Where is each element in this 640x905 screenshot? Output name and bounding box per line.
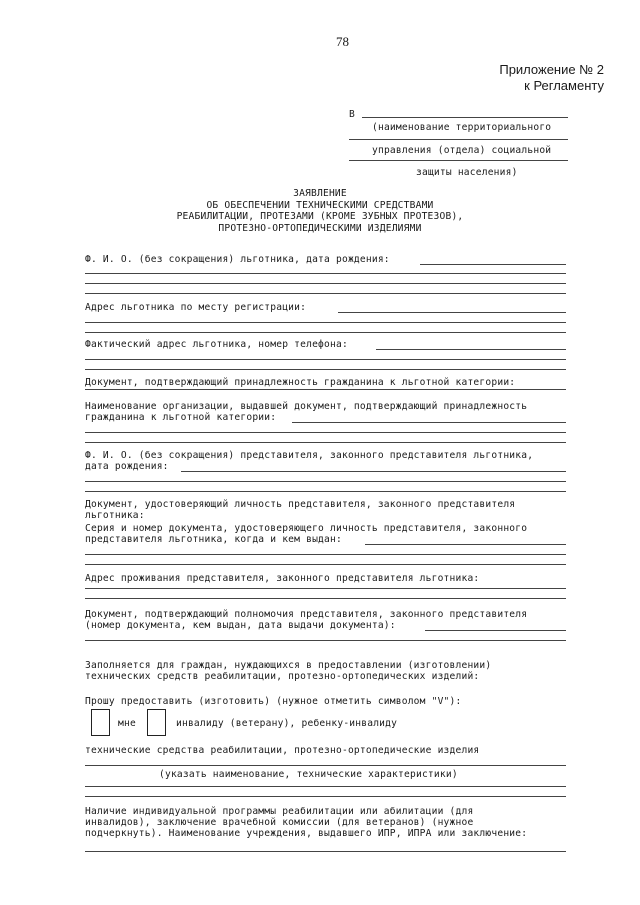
org-input-line[interactable]	[85, 432, 566, 433]
addressee-prefix: В	[349, 109, 355, 120]
ipr-line-1: Наличие индивидуальной программы реабилитации или абилитации (для	[85, 806, 474, 817]
rep-address-label: Адрес проживания представителя, законного представителя льготника:	[85, 573, 480, 584]
fio-input-line[interactable]	[420, 264, 566, 265]
rep-fio-input-line[interactable]	[85, 481, 566, 482]
means-input-line[interactable]	[85, 765, 566, 766]
document-title	[80, 188, 560, 234]
rep-address-input-line[interactable]	[85, 588, 566, 589]
page-number: 78	[336, 34, 349, 49]
tsr-intro-1: Заполняется для граждан, нуждающихся в предоставлении (изготовлении)	[85, 660, 492, 671]
fio-input-line[interactable]	[85, 273, 566, 274]
addressee-caption-1: (наименование территориального	[372, 122, 552, 133]
addressee-caption-3: защиты населения)	[416, 167, 518, 178]
org-label-1: Наименование организации, выдавшей документ, подтверждающий принадлежность	[85, 401, 528, 412]
org-input-line[interactable]	[85, 442, 566, 443]
category-doc-input-line[interactable]	[85, 389, 566, 390]
option-invalid-label: инвалиду (ветерану), ребенку-инвалиду	[176, 718, 398, 729]
reg-address-input-line[interactable]	[85, 322, 566, 323]
checkbox-me[interactable]	[91, 709, 110, 736]
rep-address-input-line[interactable]	[85, 598, 566, 599]
appendix-note	[499, 62, 604, 94]
fio-input-line[interactable]	[85, 293, 566, 294]
rep-doc-label-1: Документ, удостоверяющий личность представителя, законного представителя	[85, 499, 516, 510]
rep-series-input-line[interactable]	[365, 544, 566, 545]
org-label-2: гражданина к льготной категории:	[85, 412, 277, 423]
addressee-line[interactable]	[362, 117, 568, 118]
org-input-line[interactable]	[292, 422, 566, 423]
rep-doc-label-2: льготника:	[85, 510, 145, 521]
addressee-caption-2: управления (отдела) социальной	[372, 145, 552, 156]
title-line-1: ЗАЯВЛЕНИЕ	[293, 188, 347, 199]
rep-series-label-2: представителя льготника, когда и кем выдан:	[85, 534, 342, 545]
category-doc-label: Документ, подтверждающий принадлежность гражданина к льготной категории:	[85, 377, 516, 388]
rep-fio-input-line[interactable]	[85, 491, 566, 492]
checkbox-invalid[interactable]	[147, 709, 166, 736]
fact-address-input-line[interactable]	[85, 359, 566, 360]
rep-fio-label-1: Ф. И. О. (без сокращения) представителя, законного представителя льготника,	[85, 450, 534, 461]
fact-address-input-line[interactable]	[376, 349, 566, 350]
means-input-line[interactable]	[85, 786, 566, 787]
request-text: Прошу предоставить (изготовить) (нужное отметить символом "V"):	[85, 696, 462, 707]
rep-fio-input-line[interactable]	[181, 471, 566, 472]
means-caption: (указать наименование, технические характеристики)	[159, 769, 458, 780]
powers-input-line[interactable]	[85, 640, 566, 641]
title-line-2: ОБ ОБЕСПЕЧЕНИИ ТЕХНИЧЕСКИМИ СРЕДСТВАМИ	[206, 199, 434, 211]
appendix-line-1: Приложение № 2	[499, 62, 604, 77]
ipr-line-3: подчеркнуть). Наименование учреждения, выдавшего ИПР, ИПРА или заключение:	[85, 828, 528, 839]
ipr-line-2: инвалидов), заключение врачебной комиссии (для ветеранов) (нужное	[85, 817, 474, 828]
fact-address-label: Фактический адрес льготника, номер телефона:	[85, 339, 348, 350]
means-input-line[interactable]	[85, 796, 566, 797]
reg-address-input-line[interactable]	[85, 332, 566, 333]
rep-series-input-line[interactable]	[85, 564, 566, 565]
rep-series-input-line[interactable]	[85, 554, 566, 555]
reg-address-label: Адрес льготника по месту регистрации:	[85, 302, 307, 313]
title-line-4: ПРОТЕЗНО-ОРТОПЕДИЧЕСКИМИ ИЗДЕЛИЯМИ	[218, 222, 422, 234]
tsr-intro-2: технических средств реабилитации, протезно-ортопедических изделий:	[85, 671, 480, 682]
fio-input-line[interactable]	[85, 283, 566, 284]
addressee-line[interactable]	[349, 160, 568, 161]
means-text: технические средства реабилитации, протезно-ортопедические изделия	[85, 745, 480, 756]
addressee-line[interactable]	[349, 139, 568, 140]
powers-label-1: Документ, подтверждающий полномочия представителя, законного представителя	[85, 609, 528, 620]
appendix-line-2: к Регламенту	[524, 78, 604, 93]
fio-label: Ф. И. О. (без сокращения) льготника, дата рождения:	[85, 254, 390, 265]
powers-input-line[interactable]	[425, 630, 566, 631]
reg-address-input-line[interactable]	[338, 312, 566, 313]
ipr-input-line[interactable]	[85, 851, 566, 852]
rep-fio-label-2: дата рождения:	[85, 461, 169, 472]
title-line-3: РЕАБИЛИТАЦИИ, ПРОТЕЗАМИ (КРОМЕ ЗУБНЫХ ПРОТЕЗОВ),	[176, 211, 464, 222]
fact-address-input-line[interactable]	[85, 369, 566, 370]
powers-label-2: (номер документа, кем выдан, дата выдачи документа):	[85, 620, 396, 631]
rep-series-label-1: Серия и номер документа, удостоверяющего личность представителя, законного	[85, 523, 528, 534]
option-me-label: мне	[118, 718, 136, 729]
